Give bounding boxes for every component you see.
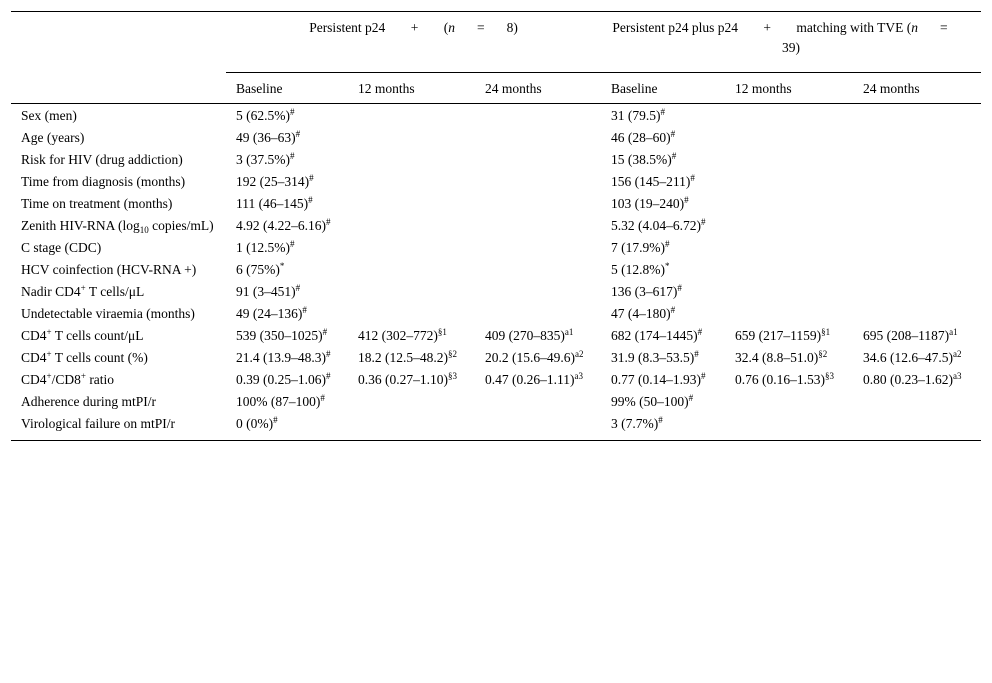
table-cell bbox=[725, 193, 853, 215]
table-cell bbox=[853, 193, 981, 215]
table-cell bbox=[853, 281, 981, 303]
table-cell bbox=[348, 237, 475, 259]
column-header: 24 months bbox=[853, 73, 981, 104]
table-row bbox=[11, 127, 981, 149]
table-cell: 1 (12.5%)# bbox=[236, 239, 295, 255]
table-cell: 15 (38.5%)# bbox=[611, 151, 677, 167]
table-cell: 34.6 $(12.6-47.5)^{a2}$ bbox=[863, 349, 962, 365]
row-label: Virological failure on mtPI/r bbox=[11, 413, 226, 441]
table-cell bbox=[853, 215, 981, 237]
table-cell: 46 (28–60)# bbox=[611, 129, 676, 145]
table-cell: 3 (37.5%)# bbox=[236, 151, 295, 167]
table-cell bbox=[348, 259, 475, 281]
table-cell bbox=[725, 237, 853, 259]
table-cell bbox=[475, 237, 601, 259]
table-cell: 111 (46–145)# bbox=[236, 195, 313, 211]
table-cell: 0.47 $(0.26-1.11)^{a3}$ bbox=[485, 371, 583, 387]
table-cell: 0.80 $(0.23-1.62)^{a3}$ bbox=[863, 371, 962, 387]
table-cell: 0.77 (0.14–1.93)# bbox=[611, 371, 706, 387]
table-row bbox=[11, 171, 981, 193]
table-cell: 103 (19–240)# bbox=[611, 195, 689, 211]
row-label: CD4+ T cells count (%) bbox=[21, 349, 148, 365]
table-cell bbox=[725, 127, 853, 149]
table-cell: 3 (7.7%)# bbox=[601, 413, 725, 441]
table-cell: 0 (0%)# bbox=[226, 413, 348, 441]
table-cell bbox=[853, 104, 981, 128]
table-cell bbox=[348, 193, 475, 215]
table-cell: 20.2 $(15.6-49.6)^{a2}$ bbox=[485, 349, 584, 365]
table-cell: 21.4 (13.9–48.3)# bbox=[236, 349, 331, 365]
table-cell: 682 (174–1445)# bbox=[611, 327, 703, 343]
table-cell bbox=[725, 259, 853, 281]
table-cell: 192 (25–314)# bbox=[236, 173, 314, 189]
table-cell bbox=[853, 237, 981, 259]
column-header: 24 months bbox=[475, 73, 601, 104]
row-label: C stage (CDC) bbox=[21, 240, 102, 255]
column-header: Baseline bbox=[226, 73, 348, 104]
table-cell: 136 (3–617)# bbox=[611, 283, 682, 299]
table-cell: 5 (12.8%)* bbox=[611, 261, 670, 277]
row-label: CD4+/CD8+ ratio bbox=[21, 371, 115, 387]
table-cell bbox=[348, 303, 475, 325]
table-row bbox=[11, 303, 981, 325]
table-cell bbox=[853, 391, 981, 413]
table-cell: 91 (3–451)# bbox=[236, 283, 301, 299]
table-body bbox=[11, 104, 981, 441]
stub-header-blank bbox=[11, 73, 226, 104]
table-cell: 47 (4–180)# bbox=[611, 305, 676, 321]
table-cell bbox=[348, 281, 475, 303]
table-cell: 31.9 (8.3–53.5)# bbox=[611, 349, 699, 365]
row-label: Undetectable viraemia (months) bbox=[21, 306, 195, 321]
table-cell bbox=[348, 171, 475, 193]
table-cell: 695 $(208-1187)^{a1}$ bbox=[863, 327, 958, 343]
table-cell bbox=[348, 413, 475, 441]
column-header-row bbox=[11, 73, 981, 104]
table-cell bbox=[725, 215, 853, 237]
table-cell bbox=[853, 149, 981, 171]
table-row bbox=[11, 325, 981, 347]
table-cell bbox=[725, 104, 853, 128]
table-cell: 49 (24–136)# bbox=[236, 305, 307, 321]
row-label: Age (years) bbox=[21, 130, 85, 145]
results-table bbox=[11, 11, 981, 441]
row-label: Time from diagnosis (months) bbox=[21, 174, 186, 189]
table-cell: 5.32 (4.04–6.72)# bbox=[611, 217, 706, 233]
table-cell bbox=[725, 391, 853, 413]
column-header: Baseline bbox=[601, 73, 725, 104]
column-header: 12 months bbox=[348, 73, 475, 104]
table-cell: 7 (17.9%)# bbox=[611, 239, 670, 255]
table-row bbox=[11, 193, 981, 215]
table-cell: 99% (50–100)# bbox=[611, 393, 694, 409]
table-cell: 0.76 $(0.16-1.53)^{\S 3}$ bbox=[735, 371, 835, 387]
table-cell bbox=[475, 259, 601, 281]
table-cell bbox=[853, 127, 981, 149]
row-label: Nadir CD4+ T cells/μL bbox=[21, 283, 145, 299]
group-header-row bbox=[11, 12, 981, 73]
table-cell: 0.36 $(0.27-1.10)^{\S 3}$ bbox=[358, 371, 457, 387]
row-label: Time on treatment (months) bbox=[21, 196, 173, 211]
table-row bbox=[11, 413, 981, 441]
table-cell bbox=[725, 281, 853, 303]
table-cell bbox=[475, 281, 601, 303]
table-cell bbox=[725, 413, 853, 441]
table-cell bbox=[853, 259, 981, 281]
table-row bbox=[11, 149, 981, 171]
table-cell bbox=[475, 104, 601, 128]
row-label: Zenith HIV-RNA ($\log_{10}$ copies/mL) bbox=[21, 218, 214, 235]
table-row bbox=[11, 104, 981, 128]
group-header-1: Persistent p24 + (n = 8) bbox=[226, 12, 601, 73]
table-cell: 100% (87–100)# bbox=[236, 393, 325, 409]
table-cell bbox=[348, 127, 475, 149]
table-cell: 18.2 $(12.5-48.2)^{\S 2}$ bbox=[358, 349, 457, 365]
table-row bbox=[11, 369, 981, 391]
table-cell: 409 $(270-835)^{a1}$ bbox=[485, 327, 574, 343]
table-row bbox=[11, 391, 981, 413]
stub-header bbox=[11, 12, 226, 73]
column-header: 12 months bbox=[725, 73, 853, 104]
table-cell bbox=[853, 413, 981, 441]
table-cell: 31 (79.5)# bbox=[611, 107, 666, 123]
table-cell bbox=[725, 149, 853, 171]
table-cell bbox=[475, 171, 601, 193]
table-cell bbox=[475, 391, 601, 413]
table-cell bbox=[348, 104, 475, 128]
row-label: Adherence during mtPI/r bbox=[21, 394, 156, 409]
table-cell bbox=[853, 171, 981, 193]
table-cell: 6 (75%)* bbox=[236, 261, 285, 277]
table-cell bbox=[348, 391, 475, 413]
table-cell bbox=[475, 303, 601, 325]
table-cell bbox=[348, 149, 475, 171]
table-cell bbox=[348, 215, 475, 237]
row-label: CD4+ T cells count/μL bbox=[21, 327, 144, 343]
group-header-2: Persistent p24 plus p24 + matching with TVE (n =39) bbox=[601, 12, 981, 73]
table-cell: 5 (62.5%)# bbox=[236, 107, 295, 123]
table-cell bbox=[475, 413, 601, 441]
table-cell bbox=[475, 215, 601, 237]
table-cell: 49 (36–63)# bbox=[236, 129, 301, 145]
table-cell: 659 $(217-1159)^{\S 1}$ bbox=[735, 327, 831, 343]
table-cell: 4.92 (4.22–6.16)# bbox=[236, 217, 331, 233]
table-cell bbox=[475, 127, 601, 149]
table-cell: 0.39 (0.25–1.06)# bbox=[236, 371, 331, 387]
table-row bbox=[11, 237, 981, 259]
row-label: Sex (men) bbox=[21, 108, 77, 123]
table-cell: 539 (350–1025)# bbox=[236, 327, 328, 343]
table-cell: 156 (145–211)# bbox=[611, 173, 695, 189]
table-cell bbox=[725, 171, 853, 193]
table-cell: 32.4 $(8.8-51.0)^{\S 2}$ bbox=[735, 349, 828, 365]
table-cell bbox=[475, 149, 601, 171]
row-label: Risk for HIV (drug addiction) bbox=[21, 152, 183, 167]
table-cell bbox=[725, 303, 853, 325]
table-cell bbox=[475, 193, 601, 215]
table-row bbox=[11, 347, 981, 369]
table-row bbox=[11, 259, 981, 281]
table-cell bbox=[853, 303, 981, 325]
table-row bbox=[11, 281, 981, 303]
table-cell: 412 $(302-772)^{\S 1}$ bbox=[358, 327, 447, 343]
table-row bbox=[11, 215, 981, 237]
row-label: HCV coinfection (HCV-RNA +) bbox=[21, 262, 197, 277]
